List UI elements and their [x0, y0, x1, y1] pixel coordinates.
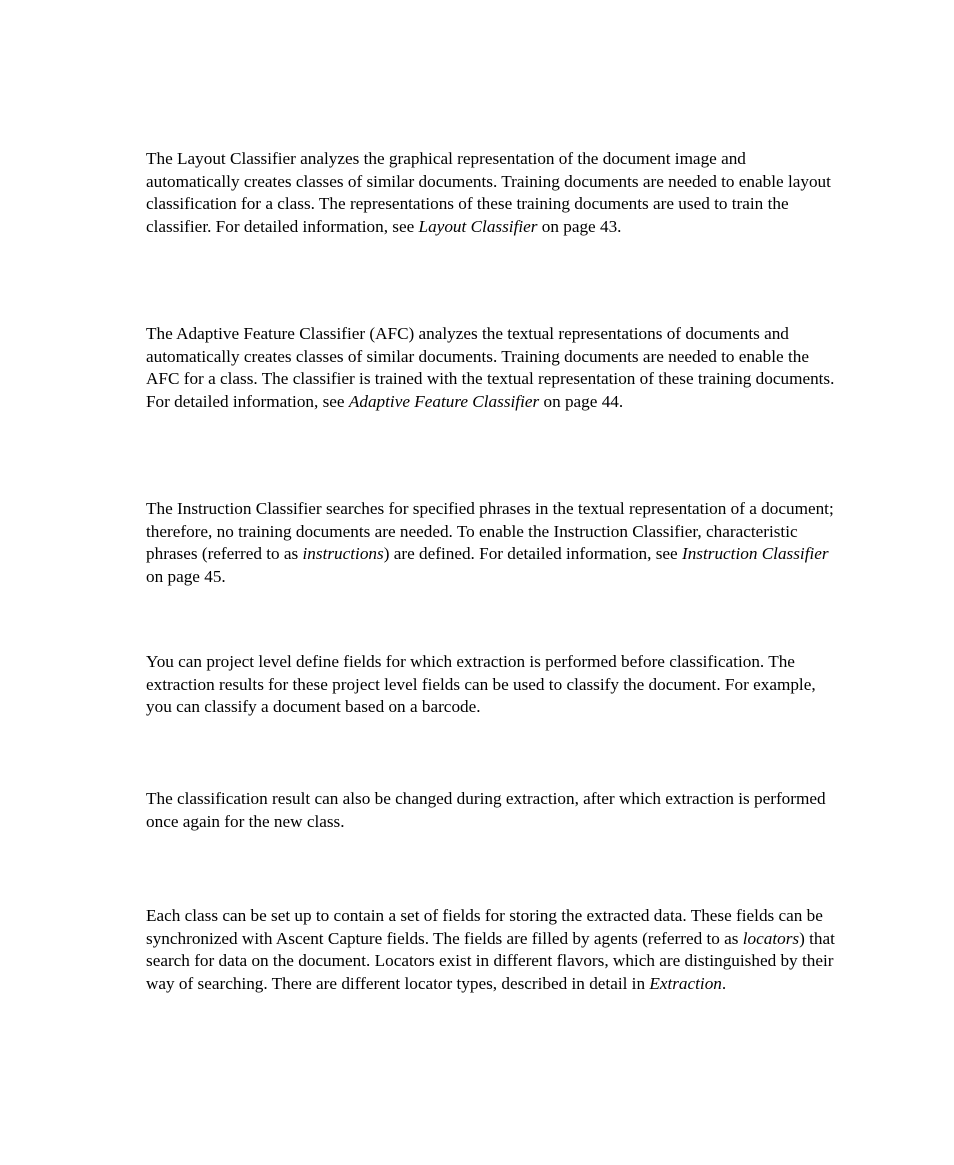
paragraph-instruction-classifier: [146, 498, 836, 588]
text-segment: Each class can be set up to contain a set of fields for storing the extracted data. These fields can be synchronized with Ascent Capture fields. The fields are filled by agents (referred to as: [146, 906, 823, 948]
paragraph-adaptive-feature-classifier: [146, 323, 836, 413]
text-segment: The Adaptive Feature Classifier (AFC) analyzes the textual representations of documents and automatically creates classes of similar documents. Training documents are needed to enable the AFC for a class. The classifier is trained with the textual representation of these training documents. For detailed information, see: [146, 324, 835, 411]
cross-reference-adaptive-feature-classifier: Adaptive Feature Classifier: [348, 391, 540, 411]
paragraph-classification-result: [146, 788, 836, 833]
text-segment: The classification result can also be changed during extraction, after which extraction is performed once again for the new class.: [146, 789, 826, 831]
paragraph-project-level-fields: [146, 651, 836, 719]
term-locators: locators: [742, 928, 800, 948]
term-instructions: instructions: [302, 544, 384, 563]
paragraph-layout-classifier: [146, 148, 836, 238]
text-segment: The Layout Classifier analyzes the graphical representation of the document image and automatically creates classes of similar documents. Training documents are needed to enable layout classification for a class. The representations of these training documents are used to train the classifier. For detailed information, see: [146, 149, 831, 236]
cross-reference-extraction: Extraction: [649, 973, 722, 993]
cross-reference-layout-classifier: Layout Classifier: [418, 216, 538, 236]
text-segment: .: [721, 973, 727, 993]
paragraph-class-fields: [146, 905, 836, 995]
text-segment: on page 44.: [539, 391, 624, 411]
text-segment: ) that search for data on the document. Locators exist in different flavors, which are distinguished by their way of searching. There are different locator types, described in detail in: [146, 928, 835, 993]
text-segment: on page 43.: [537, 216, 622, 236]
text-segment: on page 45.: [146, 566, 226, 586]
cross-reference-instruction-classifier: Instruction Classifier: [681, 544, 829, 563]
text-segment: You can project level define fields for which extraction is performed before classification. The extraction results for these project level fields can be used to classify the document. For example, you can classify a document based on a barcode.: [146, 652, 816, 716]
text-segment: ) are defined. For detailed information, see: [383, 544, 682, 563]
text-segment: The Instruction Classifier searches for specified phrases in the textual representation of a document; therefore, no training documents are needed. To enable the Instruction Classifier, characteristic phrases (referred to as: [146, 499, 834, 563]
